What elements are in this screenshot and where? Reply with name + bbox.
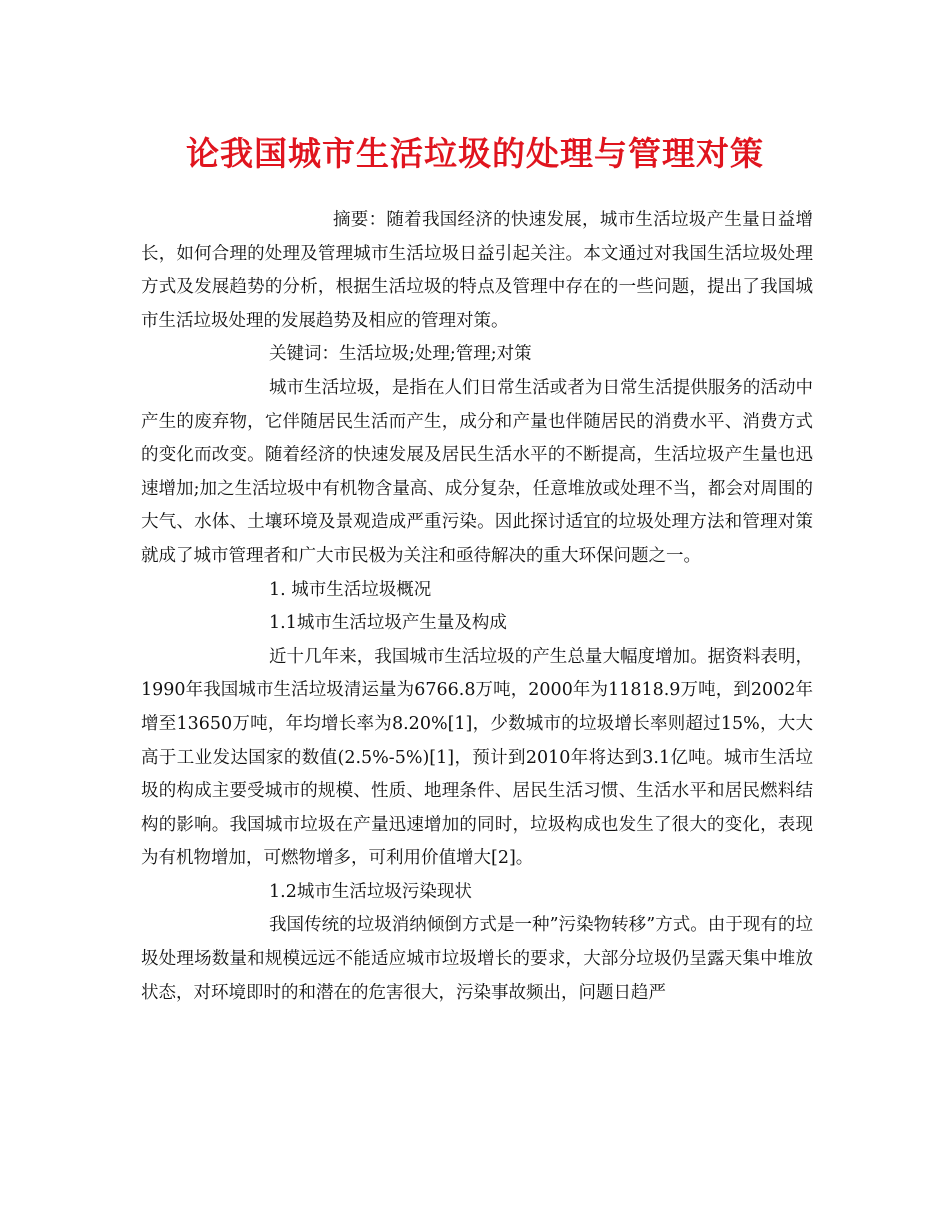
intro-paragraph: 城市生活垃圾，是指在人们日常生活或者为日常生活提供服务的活动中产生的废弃物，它伴随居民生活而产生，成分和产量也伴随居民的消费水平、消费方式的变化而改变。随着经济的快速发展及居民生活水平的不断提高，生活垃圾产生量也迅速增加;加之生活垃圾中有机物含量高、成分复杂，任意堆放或处理不当，都会对周围的大气、水体、土壤环境及景观造成严重污染。因此探讨适宜的垃圾处理方法和管理对策就成了城市管理者和广大市民极为关注和亟待解决的重大环保问题之一。 <box>141 377 813 566</box>
section-1-1-paragraph: 近十几年来，我国城市生活垃圾的产生总量大幅度增加。据资料表明，1990年我国城市生活垃圾清运量为6766.8万吨，2000年为11818.9万吨，到2002年增至13650万吨，年均增长率为8.20%[1]，少数城市的垃圾增长率则超过15%，大大高于工业发达国家的数值(2.5%-5%)[1]，预计到2010年将达到3.1亿吨。城市生活垃圾的构成主要受城市的规模、性质、地理条件、居民生活习惯、生活水平和居民燃料结构的影响。我国城市垃圾在产量迅速增加的同时，垃圾构成也发生了很大的变化，表现为有机物增加，可燃物增多，可利用价值增大[2]。 <box>141 646 813 869</box>
section-1-2-paragraph: 我国传统的垃圾消纳倾倒方式是一种”污染物转移”方式。由于现有的垃圾处理场数量和规模远远不能适应城市垃圾增长的要求，大部分垃圾仍呈露天集中堆放状态，对环境即时的和潜在的危害很大，污染事故频出，问题日趋严 <box>141 915 813 1003</box>
section-1-2-heading: 1.2城市生活垃圾污染现状 <box>269 881 472 902</box>
section-1-heading: 1. 城市生活垃圾概况 <box>269 579 432 600</box>
abstract-paragraph: 摘要：随着我国经济的快速发展，城市生活垃圾产生量日益增长，如何合理的处理及管理城市生活垃圾日益引起关注。本文通过对我国生活垃圾处理方式及发展趋势的分析，根据生活垃圾的特点及管理中存在的一些问题，提出了我国城市生活垃圾处理的发展趋势及相应的管理对策。 <box>141 210 813 331</box>
section-1-1-heading: 1.1城市生活垃圾产生量及构成 <box>269 613 507 634</box>
document-body <box>141 204 813 1010</box>
keywords-line: 关键词：生活垃圾;处理;管理;对策 <box>269 344 532 365</box>
document-title: 论我国城市生活垃圾的处理与管理对策 <box>186 134 764 173</box>
